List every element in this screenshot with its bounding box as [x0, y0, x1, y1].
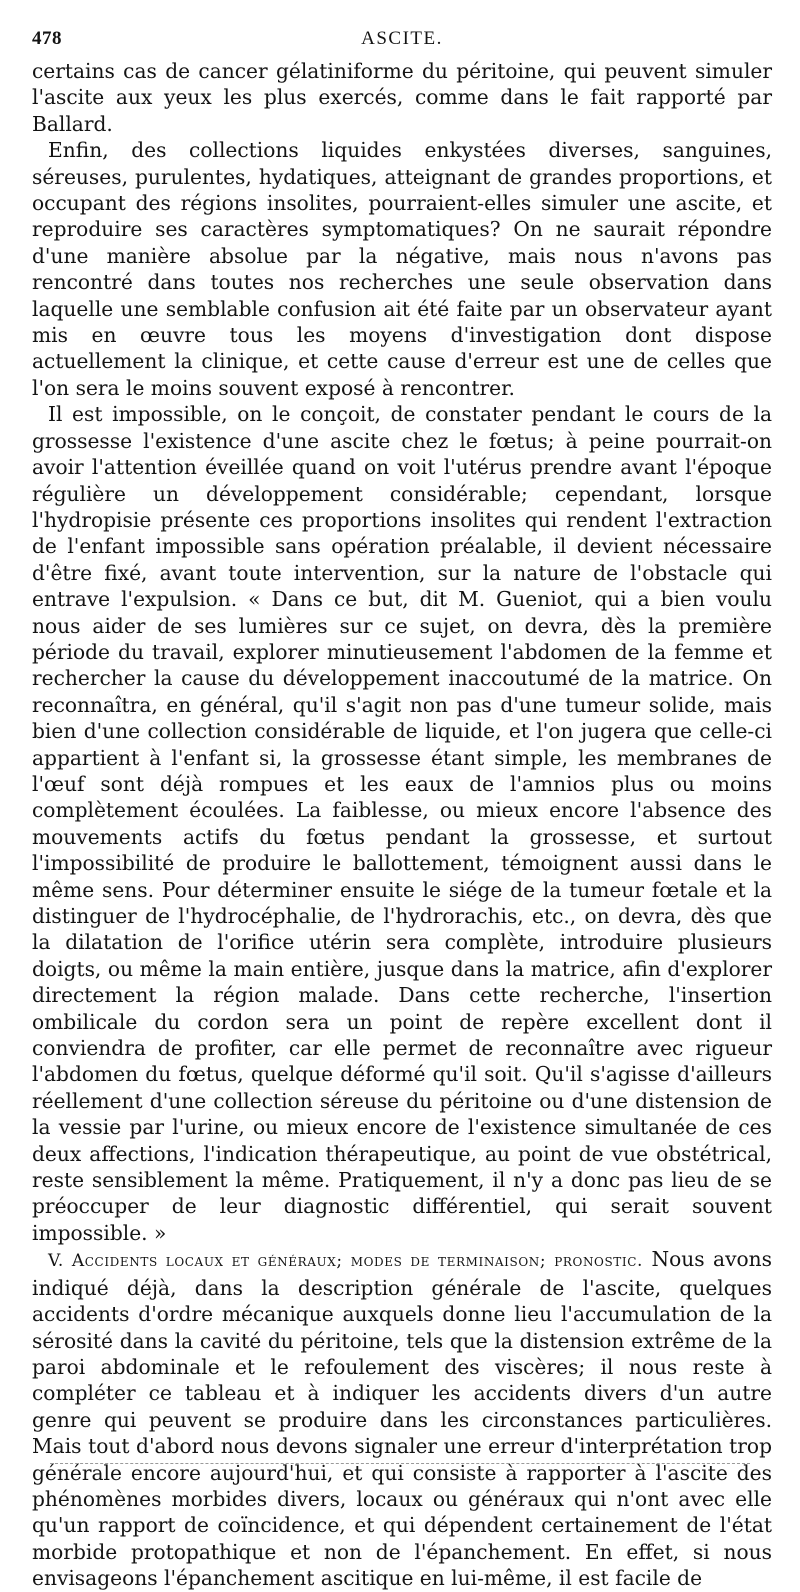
- body-text: [32, 58, 772, 1592]
- paragraph-continuation: certains cas de cancer gélatiniforme du péritoine, qui peuvent simuler l'ascite aux yeux les plus exercés, comme dans le fait rapporté par Ballard.: [32, 59, 772, 136]
- page-number: 478: [32, 28, 62, 49]
- paragraph-encysted-collections: Enfin, des collections liquides enkystées diverses, sanguines, séreuses, purulentes, hydatiques, atteignant de grandes proportions, et occupant des régions insolites, pourraient-elles simuler une ascite, et reproduire ses caractères symptomatiques? On ne saurait répondre d'une manière absolue par la négative, mais nous n'avons pas rencontré dans toutes nos recherches une seule observation dans laquelle une semblable confusion ait été faite par un observateur ayant mis en œuvre tous les moyens d'investigation dont dispose actuellement la clinique, et cette cause d'erreur est une de celles que l'on sera le moins souvent exposé à rencontrer.: [32, 138, 772, 400]
- footer-rule: [50, 1463, 750, 1464]
- section-five-paragraph: [32, 1246, 772, 1591]
- book-page: [32, 28, 772, 1592]
- section-heading: V. Accidents locaux et généraux; modes de terminaison; pronostic.: [48, 1251, 644, 1272]
- running-title: ASCITE.: [361, 28, 443, 49]
- page-header: [32, 28, 772, 58]
- paragraph-fetal-ascites: Il est impossible, on le conçoit, de constater pendant le cours de la grossesse l'existence d'une ascite chez le fœtus; à peine pourrait-on avoir l'attention éveillée quand on voit l'utérus prendre avant l'époque régulière un développement considérable; cependant, lorsque l'hydropisie présente ces proportions insolites qui rendent l'extraction de l'enfant impossible sans opération préalable, il devient nécessaire d'être fixé, avant toute intervention, sur la nature de l'obstacle qui entrave l'expulsion. « Dans ce but, dit M. Gueniot, qui a bien voulu nous aider de ses lumières sur ce sujet, on devra, dès la première période du travail, explorer minutieusement l'abdomen de la femme et rechercher la cause du développement inaccoutumé de la matrice. On reconnaîtra, en général, qu'il s'agit non pas d'une tumeur solide, mais bien d'une collection considérable de liquide, et l'on jugera que celle-ci appartient à l'enfant si, la grossesse étant simple, les membranes de l'œuf sont déjà rompues et les eaux de l'amnios plus ou moins complètement écoulées. La faiblesse, ou mieux encore l'absence des mouvements actifs du fœtus pendant la grossesse, et surtout l'impossibilité de produire le ballottement, témoignent aussi dans le même sens. Pour déterminer ensuite le siége de la tumeur fœtale et la distinguer de l'hydrocéphalie, de l'hydrorachis, etc., on devra, dès que la dilatation de l'orifice utérin sera complète, introduire plusieurs doigts, ou même la main entière, jusque dans la matrice, afin d'explorer directement la région malade. Dans cette recherche, l'insertion ombilicale du cordon sera un point de repère excellent dont il conviendra de profiter, car elle permet de reconnaître avec rigueur l'abdomen du fœtus, quelque déformé qu'il soit. Qu'il s'agisse d'ailleurs réellement d'une collection séreuse du péritoine ou d'une distension de la vessie par l'urine, ou mieux encore de l'existence simultanée de ces deux affections, l'indication thérapeutique, au point de vue obstétrical, reste sensiblement la même. Pratiquement, il n'y a donc pas lieu de se préoccuper de leur diagnostic différentiel, qui serait souvent impossible. »: [32, 402, 772, 1245]
- section-text: Nous avons indiqué déjà, dans la description générale de l'ascite, quelques accidents d'ordre mécanique auxquels donne lieu l'accumulation de la sérosité dans la cavité du péritoine, tels que la distension extrême de la paroi abdominale et le refoulement des viscères; il nous reste à compléter ce tableau et à indiquer les accidents divers d'un autre genre qui peuvent se produire dans les circonstances particulières. Mais tout d'abord nous devons signaler une erreur d'interprétation trop générale encore aujourd'hui, et qui consiste à rapporter à l'ascite des phénomènes morbides divers, locaux ou généraux qui n'ont avec elle qu'un rapport de coïncidence, et qui dépendent certainement de l'état morbide protopathique et non de l'épanchement. En effet, si nous envisageons l'épanchement ascitique en lui-même, il est facile de: [32, 1247, 772, 1591]
